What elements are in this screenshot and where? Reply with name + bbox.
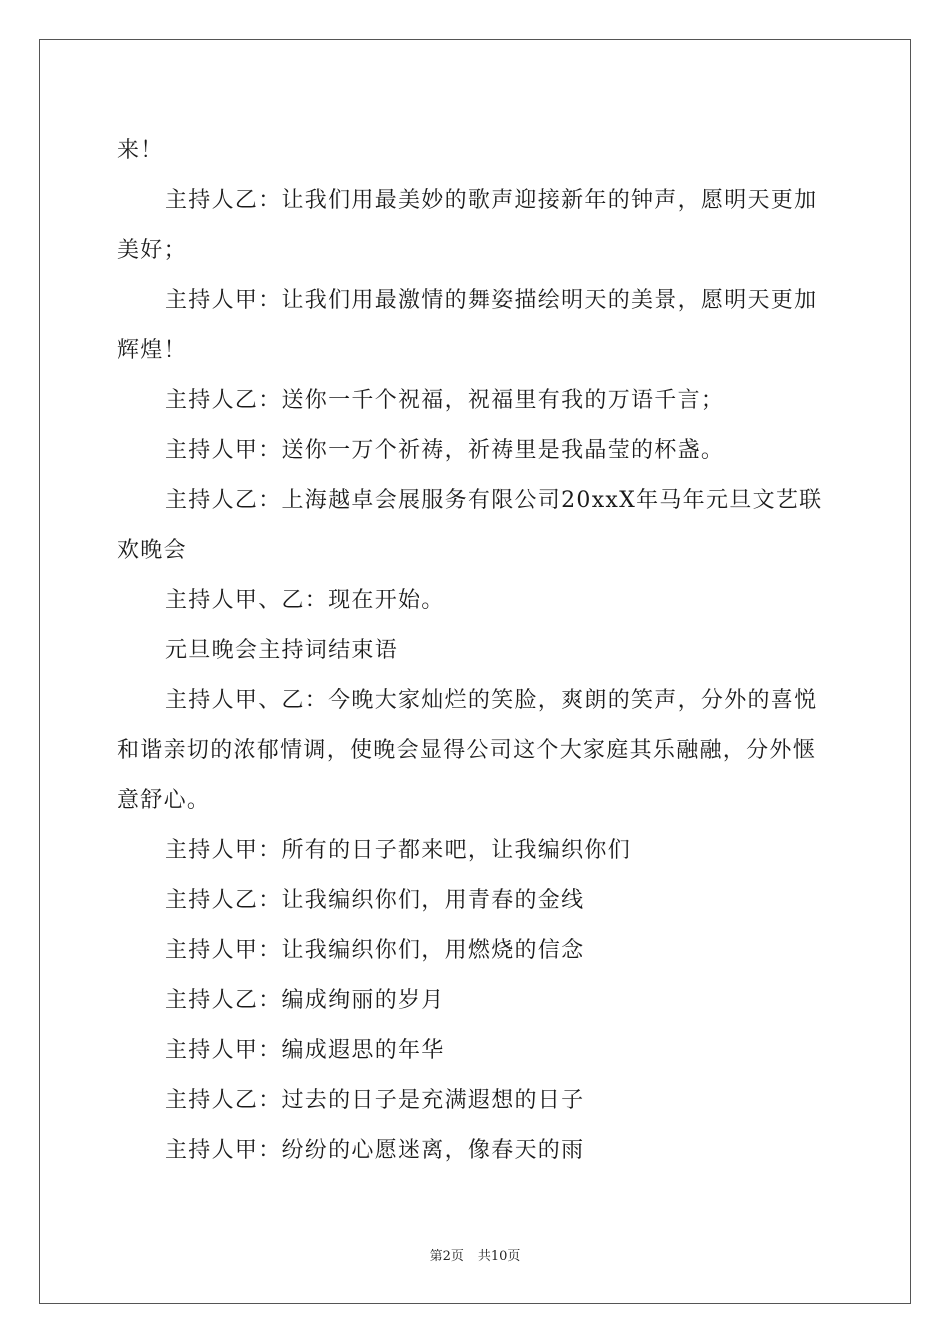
document-body: [117, 126, 835, 1176]
page-total: 共10页: [477, 1249, 521, 1264]
paragraph: 主持人乙：让我编织你们，用青春的金线: [165, 888, 585, 913]
paragraph: 主持人乙：送你一千个祝福，祝福里有我的万语千言；: [165, 388, 725, 413]
paragraph: 主持人甲：送你一万个祈祷，祈祷里是我晶莹的杯盏。: [165, 438, 725, 463]
paragraph: 主持人甲、乙：今晚大家灿烂的笑脸，爽朗的笑声，分外的喜悦和谐亲切的浓郁情调，使晚会显得公司这个大家庭其乐融融，分外惬意舒心。: [117, 688, 818, 813]
paragraph: 来！: [117, 138, 164, 163]
paragraph: 主持人甲：让我编织你们，用燃烧的信念: [165, 938, 585, 963]
page-number: 第2页: [429, 1249, 464, 1264]
paragraph: 主持人乙：让我们用最美妙的歌声迎接新年的钟声，愿明天更加美好；: [117, 188, 818, 263]
section-heading: 元旦晚会主持词结束语: [165, 638, 399, 663]
page-footer: [0, 1248, 950, 1266]
paragraph: 主持人甲：纷纷的心愿迷离，像春天的雨: [165, 1138, 585, 1163]
paragraph: 主持人乙：上海越卓会展服务有限公司20xxX年马年元旦文艺联欢晚会: [117, 488, 823, 563]
paragraph: 主持人甲：编成遐思的年华: [165, 1038, 445, 1063]
paragraph: 主持人甲、乙：现在开始。: [165, 588, 445, 613]
paragraph: 主持人乙：过去的日子是充满遐想的日子: [165, 1088, 585, 1113]
paragraph: 主持人甲：让我们用最激情的舞姿描绘明天的美景，愿明天更加辉煌！: [117, 288, 818, 363]
paragraph: 主持人甲：所有的日子都来吧，让我编织你们: [165, 838, 632, 863]
paragraph: 主持人乙：编成绚丽的岁月: [165, 988, 445, 1013]
